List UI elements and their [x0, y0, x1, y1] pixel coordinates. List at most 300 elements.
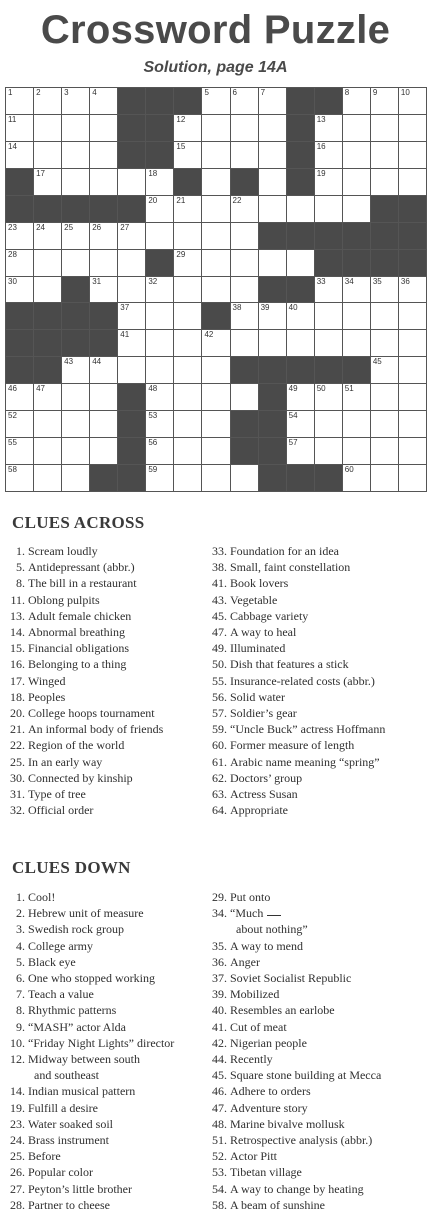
black-square	[118, 411, 146, 438]
clue-item-text: Midway between south	[28, 1052, 140, 1067]
clue-number: 6	[232, 88, 237, 97]
clue-item-text: Insurance-related costs (abbr.)	[230, 673, 375, 688]
clue-item-number: 14.	[10, 1084, 25, 1099]
black-square	[118, 384, 146, 411]
grid-cell	[399, 465, 427, 492]
grid-cell	[34, 142, 62, 169]
clue-item	[4, 673, 163, 689]
grid-cell	[62, 357, 90, 384]
black-square	[34, 357, 62, 384]
clue-item-number: 38.	[212, 560, 227, 575]
grid-cell	[34, 250, 62, 277]
grid-cell	[90, 142, 118, 169]
clue-item	[4, 575, 163, 591]
clue-item-text: Tibetan village	[230, 1165, 302, 1180]
clue-item	[206, 802, 385, 818]
clue-item-number: 57.	[212, 706, 227, 721]
grid-cell	[90, 277, 118, 304]
black-square	[343, 250, 371, 277]
clue-item-number: 5.	[16, 954, 25, 969]
grid-cell	[62, 384, 90, 411]
grid-cell	[146, 330, 174, 357]
grid-cell	[371, 142, 399, 169]
black-square	[287, 115, 315, 142]
grid-cell	[287, 196, 315, 223]
clue-item-number: 8.	[16, 1003, 25, 1018]
grid-cell	[202, 357, 230, 384]
grid-cell	[34, 438, 62, 465]
grid-cell	[202, 223, 230, 250]
grid-cell	[6, 250, 34, 277]
clue-item-text: Official order	[28, 803, 94, 818]
clue-number: 9	[372, 88, 378, 97]
clue-item-text: A way to change by heating	[230, 1181, 364, 1196]
grid-cell	[371, 357, 399, 384]
clue-item	[4, 689, 163, 705]
clue-item-number: 58.	[212, 1197, 227, 1212]
clue-item-number: 22.	[10, 738, 25, 753]
clue-item	[4, 802, 163, 818]
clue-number: 57	[288, 438, 298, 448]
grid-cell	[202, 115, 230, 142]
grid-cell	[34, 223, 62, 250]
clue-item	[206, 737, 385, 753]
black-square	[6, 303, 34, 330]
grid-cell	[202, 330, 230, 357]
grid-cell	[343, 330, 371, 357]
clue-item	[4, 559, 163, 575]
grid-cell	[90, 250, 118, 277]
grid-cell	[315, 411, 343, 438]
clue-item-number: 13.	[10, 608, 25, 623]
clue-item-number: 34.	[212, 906, 227, 921]
black-square	[34, 330, 62, 357]
clue-item-text: Winged	[28, 673, 66, 688]
grid-cell	[6, 115, 34, 142]
grid-cell	[34, 88, 62, 115]
clue-item	[206, 689, 385, 705]
clue-item	[206, 640, 385, 656]
grid-cell	[90, 438, 118, 465]
clue-item	[206, 1116, 381, 1132]
clue-item-text: Type of tree	[28, 787, 86, 802]
clue-item	[206, 754, 385, 770]
grid-cell	[259, 303, 287, 330]
black-square	[371, 250, 399, 277]
clue-item	[206, 721, 385, 737]
clue-number: 12	[176, 114, 186, 124]
black-square	[287, 142, 315, 169]
grid-cell	[202, 411, 230, 438]
clue-number: 22	[232, 195, 242, 205]
clue-number: 13	[316, 114, 326, 124]
clue-item-number: 41.	[212, 576, 227, 591]
clue-item-number: 25.	[10, 754, 25, 769]
clue-item-number: 1.	[16, 544, 25, 558]
clue-item-number: 45.	[212, 608, 227, 623]
black-square	[118, 196, 146, 223]
clue-item	[4, 938, 174, 954]
clue-number: 41	[120, 330, 130, 340]
grid-cell	[146, 384, 174, 411]
clue-item-number: 17.	[10, 673, 25, 688]
clue-item-number: 59.	[212, 722, 227, 737]
clue-item	[206, 656, 385, 672]
clue-number: 31	[92, 276, 102, 286]
black-square	[315, 88, 343, 115]
grid-cell	[315, 277, 343, 304]
grid-cell	[118, 303, 146, 330]
clue-item-number: 46.	[212, 1084, 227, 1099]
clue-item	[206, 673, 385, 689]
clue-number: 53	[148, 411, 158, 421]
black-square	[34, 303, 62, 330]
black-square	[174, 88, 202, 115]
grid-cell	[6, 438, 34, 465]
grid-cell	[399, 384, 427, 411]
black-square	[34, 196, 62, 223]
clue-item-number: 45.	[212, 1068, 227, 1083]
black-square	[146, 142, 174, 169]
grid-cell	[343, 465, 371, 492]
grid-cell	[146, 277, 174, 304]
clue-number: 3	[64, 88, 69, 97]
grid-cell	[146, 169, 174, 196]
grid-cell	[146, 411, 174, 438]
clue-item-number: 43.	[212, 592, 227, 607]
grid-cell	[231, 384, 259, 411]
grid-cell	[62, 169, 90, 196]
grid-cell	[343, 115, 371, 142]
clue-item-number: 1.	[16, 890, 25, 904]
grid-cell	[399, 357, 427, 384]
black-square	[399, 223, 427, 250]
black-square	[90, 196, 118, 223]
clue-item-number: 20.	[10, 706, 25, 721]
clue-number: 48	[148, 384, 158, 394]
grid-cell	[343, 438, 371, 465]
clue-item-number: 27.	[10, 1181, 25, 1196]
black-square	[315, 250, 343, 277]
clue-item-text: Small, faint constellation	[230, 560, 351, 575]
clue-item-number: 32.	[10, 803, 25, 818]
grid-cell	[174, 303, 202, 330]
grid-cell	[174, 465, 202, 492]
clue-item	[206, 786, 385, 802]
black-square	[287, 357, 315, 384]
grid-cell	[343, 384, 371, 411]
clue-number: 19	[316, 168, 326, 178]
clue-item-number: 52.	[212, 1149, 227, 1164]
across-clues-column-2	[206, 543, 385, 818]
clue-item	[4, 1002, 174, 1018]
black-square	[62, 330, 90, 357]
clue-item-number: 24.	[10, 1133, 25, 1148]
clue-item	[4, 1164, 174, 1180]
clue-item	[206, 1164, 381, 1180]
clue-item-text: Financial obligations	[28, 641, 129, 656]
clue-item	[206, 954, 381, 970]
clue-item-text: One who stopped working	[28, 971, 155, 986]
clue-number: 40	[288, 303, 298, 313]
grid-cell	[371, 303, 399, 330]
grid-cell	[231, 223, 259, 250]
across-clues-column-1	[4, 543, 163, 818]
clue-item-text: Cabbage variety	[230, 608, 309, 623]
clue-item-text: Solid water	[230, 689, 285, 704]
clue-item	[4, 1083, 174, 1099]
grid-cell	[371, 169, 399, 196]
clue-item-text: College hoops tournament	[28, 706, 155, 721]
grid-cell	[315, 438, 343, 465]
grid-cell	[146, 357, 174, 384]
grid-cell	[202, 142, 230, 169]
clue-item-text: Foundation for an idea	[230, 544, 339, 558]
clue-item-number: 2.	[16, 906, 25, 921]
grid-cell	[231, 465, 259, 492]
clue-item-number: 63.	[212, 787, 227, 802]
grid-cell	[202, 169, 230, 196]
clue-item-text: Resembles an earlobe	[230, 1003, 335, 1018]
clue-item-number: 62.	[212, 770, 227, 785]
black-square	[6, 169, 34, 196]
clue-number: 20	[148, 195, 158, 205]
down-heading: CLUES DOWN	[12, 858, 131, 877]
clue-item-text: Anger	[230, 954, 260, 969]
clue-item-text: Vegetable	[230, 592, 278, 607]
black-square	[371, 196, 399, 223]
clue-item-text: Rhythmic patterns	[28, 1003, 117, 1018]
clue-item-text: Peyton’s little brother	[28, 1181, 132, 1196]
clue-item	[206, 1035, 381, 1051]
grid-cell	[174, 384, 202, 411]
black-square	[62, 277, 90, 304]
clue-item	[206, 624, 385, 640]
clue-item-text: Cut of meat	[230, 1019, 287, 1034]
grid-cell	[62, 465, 90, 492]
clue-number: 28	[8, 249, 17, 259]
clue-item-text: Antidepressant (abbr.)	[28, 560, 135, 575]
black-square	[315, 465, 343, 492]
grid-cell	[399, 438, 427, 465]
clue-item-number: 35.	[212, 938, 227, 953]
grid-cell	[202, 88, 230, 115]
grid-cell	[371, 277, 399, 304]
grid-cell	[371, 438, 399, 465]
grid-cell	[315, 330, 343, 357]
clue-item-number: 28.	[10, 1197, 25, 1212]
clue-item-text: “Uncle Buck” actress Hoffmann	[230, 722, 386, 737]
clue-item-text: Fulfill a desire	[28, 1100, 98, 1115]
clue-item-text: “MASH” actor Alda	[28, 1019, 126, 1034]
clue-item	[206, 592, 385, 608]
grid-cell	[287, 438, 315, 465]
grid-cell	[146, 303, 174, 330]
clue-item-text: Brass instrument	[28, 1133, 109, 1148]
clue-item	[4, 1019, 174, 1035]
grid-cell	[90, 169, 118, 196]
grid-cell	[174, 223, 202, 250]
grid-cell	[231, 277, 259, 304]
clue-item-number: 49.	[212, 641, 227, 656]
clue-number: 17	[36, 168, 45, 178]
grid-cell	[259, 250, 287, 277]
grid-cell	[202, 250, 230, 277]
grid-cell	[202, 277, 230, 304]
clue-number: 1	[8, 88, 13, 97]
grid-cell	[6, 465, 34, 492]
clue-item-text: Book lovers	[230, 576, 289, 591]
grid-cell	[287, 411, 315, 438]
black-square	[6, 196, 34, 223]
black-square	[287, 277, 315, 304]
answer-blank	[267, 905, 281, 916]
clue-item-number: 48.	[212, 1116, 227, 1131]
clue-item-number: 5.	[16, 560, 25, 575]
grid-cell	[315, 384, 343, 411]
clue-item-number: 11.	[10, 592, 25, 607]
clue-item-text: Illuminated	[230, 641, 286, 656]
clue-item-number: 64.	[212, 803, 227, 818]
clue-item-text: Nigerian people	[230, 1035, 307, 1050]
clue-item-number: 6.	[16, 971, 25, 986]
clue-item-number: 18.	[10, 689, 25, 704]
clue-number: 49	[288, 384, 298, 394]
clue-number: 24	[36, 222, 45, 232]
clue-item	[206, 970, 381, 986]
clue-item	[206, 905, 381, 921]
black-square	[118, 465, 146, 492]
clue-item	[4, 721, 163, 737]
clue-item-number: 54.	[212, 1181, 227, 1196]
black-square	[259, 223, 287, 250]
clue-item-text: In an early way	[28, 754, 103, 769]
black-square	[371, 223, 399, 250]
grid-cell	[34, 169, 62, 196]
clue-number: 25	[64, 222, 74, 232]
clue-item-number: 44.	[212, 1052, 227, 1067]
clue-item	[206, 770, 385, 786]
clue-item-text: Before	[28, 1149, 61, 1164]
clue-number: 56	[148, 438, 158, 448]
black-square	[315, 223, 343, 250]
clue-item-number: 60.	[212, 738, 227, 753]
black-square	[259, 411, 287, 438]
grid-cell	[90, 115, 118, 142]
clue-item	[206, 1181, 381, 1197]
black-square	[146, 250, 174, 277]
clue-number: 35	[372, 276, 382, 286]
grid-cell	[259, 169, 287, 196]
grid-cell	[174, 411, 202, 438]
grid-cell	[259, 115, 287, 142]
grid-cell	[231, 303, 259, 330]
clue-item-text: Region of the world	[28, 738, 125, 753]
clue-number: 5	[204, 88, 209, 97]
grid-cell	[287, 384, 315, 411]
clue-item-number: 55.	[212, 673, 227, 688]
grid-cell	[343, 196, 371, 223]
grid-cell	[202, 465, 230, 492]
grid-cell	[174, 115, 202, 142]
clue-item	[206, 705, 385, 721]
clue-number: 14	[8, 141, 17, 151]
grid-cell	[343, 88, 371, 115]
clue-item-text: Belonging to a thing	[28, 657, 127, 672]
grid-cell	[146, 465, 174, 492]
grid-cell	[371, 88, 399, 115]
black-square	[146, 88, 174, 115]
grid-cell	[371, 465, 399, 492]
grid-cell	[315, 169, 343, 196]
clue-number: 46	[8, 384, 17, 394]
grid-cell	[146, 438, 174, 465]
clue-item	[4, 1100, 174, 1116]
clue-item	[206, 608, 385, 624]
black-square	[343, 357, 371, 384]
clue-item	[4, 770, 163, 786]
clue-item-text: An informal body of friends	[28, 722, 164, 737]
clue-item-number: 51.	[212, 1133, 227, 1148]
grid-cell	[62, 223, 90, 250]
clue-item	[206, 921, 381, 937]
black-square	[343, 223, 371, 250]
clue-number: 30	[8, 276, 17, 286]
grid-cell	[6, 142, 34, 169]
clue-item-number: 47.	[212, 1100, 227, 1115]
grid-cell	[118, 223, 146, 250]
grid-cell	[6, 384, 34, 411]
clue-item-text: The bill in a restaurant	[28, 576, 137, 591]
clue-number: 11	[8, 114, 17, 124]
black-square	[287, 88, 315, 115]
black-square	[62, 196, 90, 223]
clue-item-text: Swedish rock group	[28, 922, 124, 937]
clue-item-text: Actress Susan	[230, 787, 298, 802]
grid-cell	[34, 465, 62, 492]
clue-item-text: Appropriate	[230, 803, 288, 818]
grid-cell	[6, 277, 34, 304]
clue-item-text: Arabic name meaning “spring”	[230, 754, 380, 769]
clue-item-text: Adhere to orders	[230, 1084, 311, 1099]
clue-item	[4, 1132, 174, 1148]
clue-item-text: Actor Pitt	[230, 1149, 277, 1164]
grid-cell	[399, 142, 427, 169]
clue-item-number: 16.	[10, 657, 25, 672]
clue-item-number: 3.	[16, 922, 25, 937]
clue-number: 58	[8, 465, 17, 475]
clue-item-text: Oblong pulpits	[28, 592, 100, 607]
clue-item-number: 42.	[212, 1035, 227, 1050]
black-square	[6, 357, 34, 384]
clue-item-number: 31.	[10, 787, 25, 802]
grid-cell	[231, 250, 259, 277]
grid-cell	[174, 277, 202, 304]
clue-item	[4, 1067, 174, 1083]
clue-item	[4, 543, 163, 559]
grid-cell	[231, 330, 259, 357]
grid-cell	[343, 142, 371, 169]
clue-item-text: A way to mend	[230, 938, 303, 953]
down-clues-column-2	[206, 889, 381, 1213]
clue-item	[206, 1148, 381, 1164]
grid-cell	[231, 115, 259, 142]
grid-cell	[343, 303, 371, 330]
grid-cell	[62, 88, 90, 115]
grid-cell	[343, 277, 371, 304]
black-square	[231, 438, 259, 465]
clue-number: 59	[148, 465, 158, 475]
